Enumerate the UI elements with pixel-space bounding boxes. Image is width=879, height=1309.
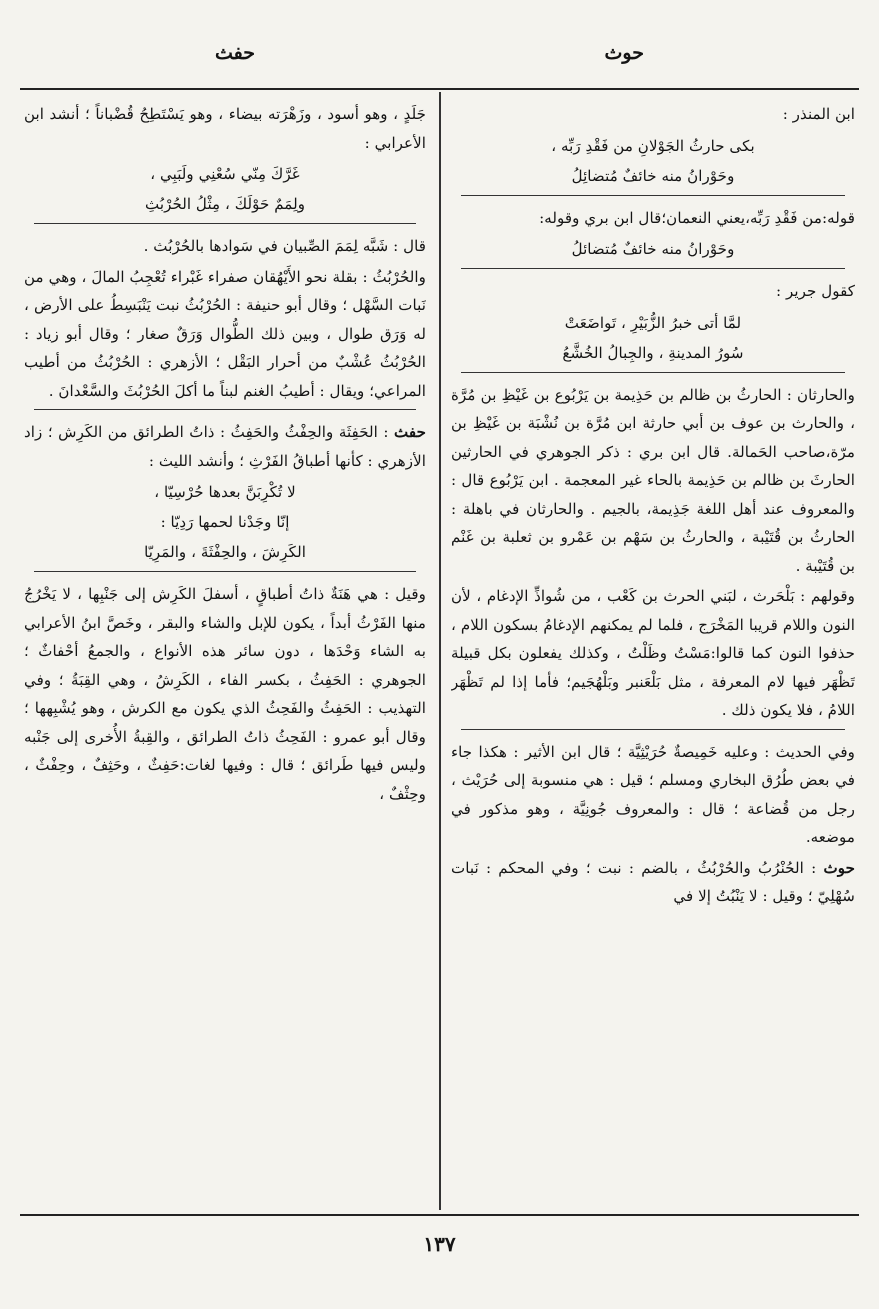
paragraph: جَلَدٍ ، وهو أسود ، وزَهْرَته بيضاء ، وهو يَسْتَطِحُ قُضْباناً ؛ أنشد ابن الأعرابي : xyxy=(24,105,426,152)
verse-block xyxy=(451,131,855,191)
paragraph: قوله:من فَقْدِ رَبِّه،يعني النعمان؛قال ابن بري وقوله: xyxy=(539,208,855,227)
verse-block xyxy=(24,477,426,567)
page-number: ١٣٧ xyxy=(423,1232,456,1256)
footer-rule xyxy=(20,1214,859,1216)
verse-line: إنّا وجَدْنا لحمها رَدِيّا : xyxy=(160,513,290,531)
verse-line: لا تُكْرِبَنَّ بعدها حُرْسِيّا ، xyxy=(154,483,296,501)
paragraph: قال : شَبَّه لِمَمَ الصِّبيان في سَوادها بالحُرْبُث . xyxy=(143,237,426,255)
verse-block xyxy=(24,159,426,219)
right-column xyxy=(451,100,855,1208)
section-separator xyxy=(461,729,845,730)
paragraph: وفي الحديث : وعليه خَمِيصةٌ حُرَيْثِيَّة ؛ قال ابن الأثير : هكذا جاء في بعض طُرُق البخاري ومسلم ؛ قيل : هي منسوبة إلى حُرَيْث ، رجل من قُضاعة ؛ قال : والمعروف جُونِيَّة ، وهو مذكور في موضعه. xyxy=(451,742,855,846)
verse-line: سُورُ المدينةِ ، والجِبالُ الخُشَّعُ xyxy=(562,343,744,362)
verse-line: وحَوْرانُ منه خائفٌ مُتضائِلُ xyxy=(571,166,735,185)
entry-headword: حفث xyxy=(394,423,426,441)
paragraph: وقيل : هي هَنَةٌ ذاتُ أطباقٍ ، أسفلَ الكَرِش إلى جَنْبِها ، لا يَخْرُجُ منها الفَرْثُ أبداً ، يكون للإبل والشاء والبقر ، وخَصَّ ابنُ الأعرابي به الشاء وَحْدَها ، دون سائر هذه الأنواع ، والجمعُ أحْفاثٌ ؛ الجوهري : الحَفِثُ ، بكسر الفاء ، الكَرِشُ ، وهي القِبَةُ ؛ وفي التهذيب : الحَفِثُ والفَحِثُ الذي يكون مع الكرش ، وهو يُشْبِهها ؛ وقال أبو عمرو : الفَحِثُ ذاتُ الطرائق ، والقِبةُ الأُخرى إلى جَنْبه وليس فيها طَرائق ؛ قال : وفيها لغات:حَفِثٌ ، وحَثِفٌ ، وحِفْثٌ ، وحِثْفٌ ، xyxy=(24,585,426,803)
entry-headword: حوث xyxy=(823,858,855,877)
verse-line: لمَّا أتى خبرُ الزُّبَيْرِ ، تَواضَعَتْ xyxy=(564,313,742,332)
section-separator xyxy=(34,409,416,410)
entry-paragraph xyxy=(451,854,855,911)
verse-block xyxy=(451,308,855,368)
column-divider xyxy=(439,92,441,1210)
paragraph: وقولهم : بَلْحَرث ، لبَني الحرث بن كَعْب ، من شُواذِّ الإدغام ، لأن النون واللام قريبا المَخْرَج ، فلما لم يمكنهم الإدغامُ بسكون اللام ، حذفوا النون كما قالوا:مَسْتُ وظَلْتُ ، وكذلك يفعلون بكل قبيلة تَظْهَر فيها لام المعرفة ، مثل بَلْعَنبر وبَلْهُجَيم؛ فأما إذا لم تَظْهَر اللامُ ، فلا يكون ذلك . xyxy=(451,587,855,719)
paragraph: كقول جرير : xyxy=(776,282,855,300)
entry-paragraph xyxy=(24,418,426,475)
section-separator xyxy=(461,195,845,196)
header-rule xyxy=(20,88,859,90)
left-column xyxy=(24,100,426,1208)
verse-block xyxy=(451,234,855,264)
verse-line: غَرَّكَ مِنّي سُعْنِي ولَبَبِي ، xyxy=(150,165,300,183)
section-separator xyxy=(461,372,845,373)
section-separator xyxy=(34,223,416,224)
verse-line: وحَوْرانُ منه خائفٌ مُتضائلُ xyxy=(571,240,735,258)
section-separator xyxy=(461,268,845,269)
paragraph: ابن المنذر : xyxy=(782,105,855,123)
entry-text: : الحَفِثَة والحِفْثُ والحَفِثُ : ذاتُ الطرائق من الكَرِش ؛ زاد الأزهري : كأنها أطباقُ الفَرْثِ ؛ وأنشد الليث : xyxy=(24,423,426,470)
entry-text: : الحُنْرُبُ والحُرْبُثُ ، بالضم : نبت ؛ وفي المحكم : نَبات سُهْلِيّ ؛ وقيل : لا يَنْبُتُ إلا في xyxy=(451,858,855,905)
verse-line: الكَرِشَ ، والحِفْثَةَ ، والمَرِيّا xyxy=(144,543,306,561)
running-header-left: حفث xyxy=(215,42,256,64)
verse-line: بكى حارثُ الجَوْلانِ من فَقْدِ رَبِّه ، xyxy=(551,136,755,155)
verse-line: ولِمَمٌ حَوْلَكَ ، مِثْلُ الحُرْبُثِ xyxy=(144,195,306,213)
paragraph: والحُرْبُثُ : بقلة نحو الأَيْهُقان صفراء غَبْراء تُعْجِبُ المالَ ، وهي من نَبات السَّهْل ؛ وقال أبو حنيفة : الحُرْبُثُ نبت يَنْبَسِطُ على الأرض ، له وَرَق طوال ، وبين ذلك الطُّوال وَرَقٌ صغار ؛ وقال أبو زياد : الحُرْبُثُ عُشْبٌ من أحرار البَقْل ؛ الأزهري : الحُرْبُثُ من أطيب المراعي؛ ويقال : أطيبُ الغنم لبناً ما أكلَ الحُرْبُثَ والسَّعْدانَ . xyxy=(24,267,426,400)
paragraph: والحارثان : الحارثُ بن ظالم بن حَذِيمة بن يَرْبُوع بن غَيْظِ بن مُرَّة ، والحارث بن عوف بن أبي حارثة ابن مُرَّة بن نُشْبَة بن غَيْظِ بن مرّة،صاحب الحَمالة. قال ابن بري : ذكر الجوهري في الحارثين الحارثَ بن ظالم بن حَذِيمة بالحاء غير المعجمة . ابن يَرْبُوع قال : والمعروف عند أهل اللغة جَذِيمة، بالجيم . والحارثان في باهلة : الحارثُ بن قُتَيْبة ، والحارثُ بن سَهْم بن عَمْرو بن ثعلبة بن غَنْم بن قُتَيْبة . xyxy=(451,385,855,575)
running-header-right: حوث xyxy=(604,42,644,64)
section-separator xyxy=(34,571,416,572)
